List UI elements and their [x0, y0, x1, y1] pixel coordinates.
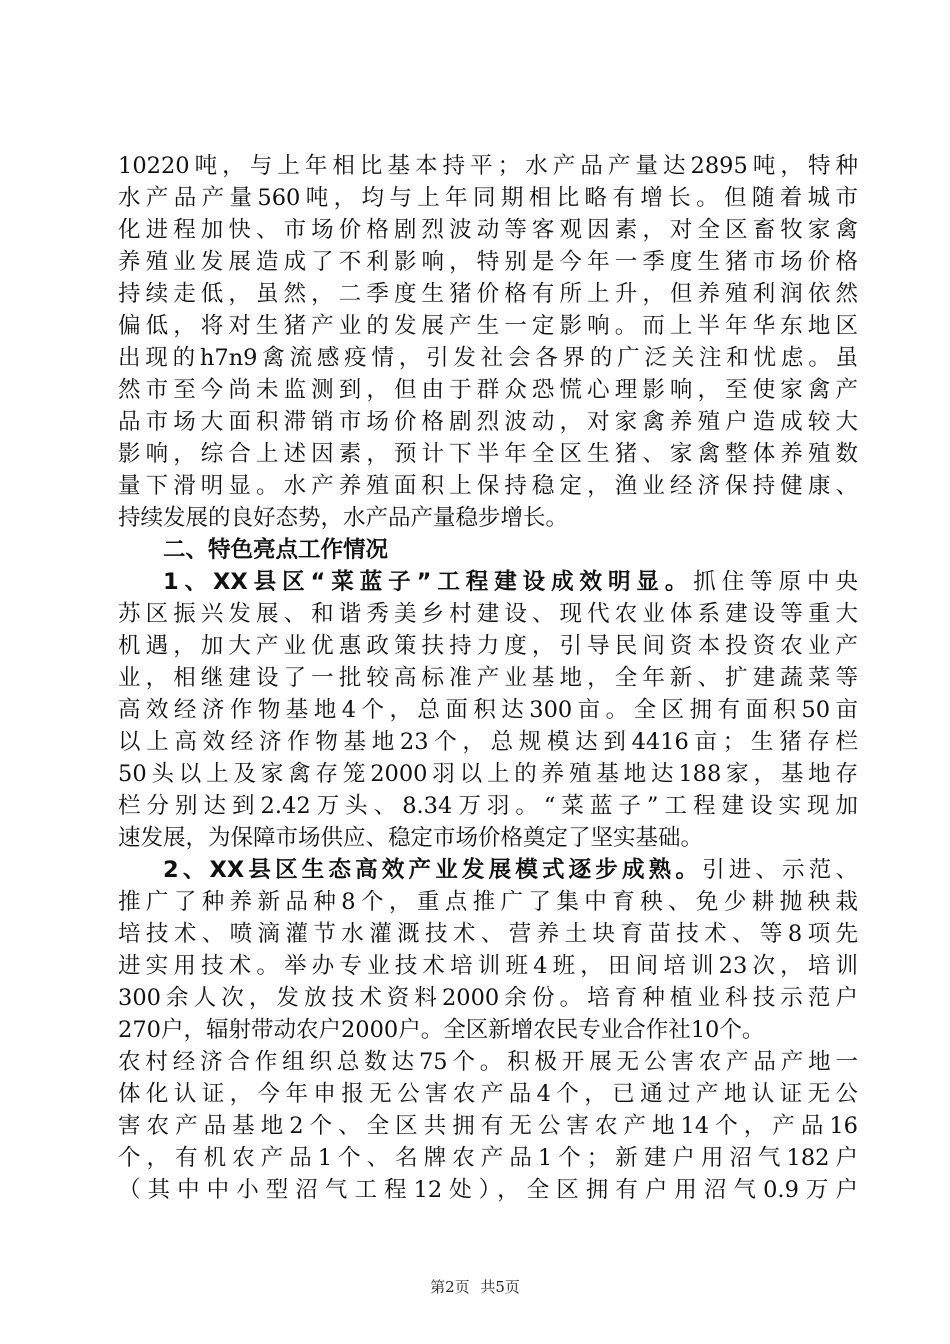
text-line: 持续发展的良好态势，水产品产量稳步增长。 [118, 505, 569, 531]
paragraph-lead-rest: 抓住等原中央 [693, 569, 858, 595]
text-line: 持续走低，虽然，二季度生猪价格有所上升，但养殖利润依然 [118, 281, 858, 307]
text-line: 影响，综合上述因素，预计下半年全区生猪、家禽整体养殖数 [118, 441, 858, 467]
text-line [118, 566, 858, 598]
text-line: 养殖业发展造成了不利影响，特别是今年一季度生猪市场价格 [118, 249, 858, 275]
text-line: 速发展，为保障市场供应、稳定市场价格奠定了坚实基础。 [118, 825, 704, 851]
text-line: 推广了种养新品种8个，重点推广了集中育秧、免少耕抛秧栽 [118, 889, 858, 915]
text-line: 高效经济作物基地4个，总面积达300亩。全区拥有面积50亩 [118, 697, 858, 723]
paragraph-vegetable-basket [118, 566, 858, 854]
text-line: 化进程加快、市场价格剧烈波动等客观因素，对全区畜牧家禽 [118, 217, 858, 243]
page-footer [0, 1276, 950, 1297]
text-line: 然市至今尚未监测到，但由于群众恐慌心理影响，至使家禽产 [118, 377, 858, 403]
text-line: 300余人次，发放技术资料2000余份。培育种植业科技示范户 [118, 985, 858, 1011]
text-line: 量下滑明显。水产养殖面积上保持稳定，渔业经济保持健康、 [118, 473, 858, 499]
text-line: 出现的h7n9禽流感疫情，引发社会各界的广泛关注和忧虑。虽 [118, 345, 858, 371]
text-line: 苏区振兴发展、和谐秀美乡村建设、现代农业体系建设等重大 [118, 601, 858, 627]
text-line [118, 854, 858, 886]
paragraph-lead-bold: 1、XX县区“菜蓝子”工程建设成效明显。 [163, 569, 694, 595]
text-line: 10220吨，与上年相比基本持平；水产品产量达2895吨，特种 [118, 153, 858, 179]
text-line: 害农产品基地2个、全区共拥有无公害农产地14个，产品16 [118, 1113, 858, 1139]
text-line: 以上高效经济作物基地23个，总规模达到4416亩；生猪存栏 [118, 729, 858, 755]
text-line: 进实用技术。举办专业技术培训班4班，田间培训23次，培训 [118, 953, 858, 979]
text-line: 个，有机农产品1个、名牌农产品1个；新建户用沼气182户 [118, 1145, 858, 1171]
paragraph-lead-rest: 引进、示范、 [702, 857, 858, 883]
text-line: 机遇，加大产业优惠政策扶持力度，引导民间资本投资农业产 [118, 633, 858, 659]
page-number: 第2页 [430, 1278, 470, 1296]
text-line: 50头以上及家禽存笼2000羽以上的养殖基地达188家，基地存 [118, 761, 858, 787]
text-line: 栏分别达到2.42万头、8.34万羽。“菜蓝子”工程建设实现加 [118, 793, 858, 819]
text-line: 体化认证，今年申报无公害农产品4个，已通过产地认证无公 [118, 1081, 858, 1107]
text-line: 业，相继建设了一批较高标准产业基地，全年新、扩建蔬菜等 [118, 665, 858, 691]
text-line: 农村经济合作组织总数达75个。积极开展无公害农产品产地一 [118, 1049, 858, 1075]
text-line: 水产品产量560吨，均与上年同期相比略有增长。但随着城市 [118, 185, 858, 211]
text-line: 偏低，将对生猪产业的发展产生一定影响。而上半年华东地区 [118, 313, 858, 339]
body-text [118, 150, 858, 1206]
paragraph-lead-bold: 2、XX县区生态高效产业发展模式逐步成熟。 [163, 857, 703, 883]
page-total: 共5页 [480, 1278, 520, 1296]
text-line: 培技术、喷滴灌节水灌溉技术、营养土块育苗技术、等8项先 [118, 921, 858, 947]
paragraph-production-summary [118, 150, 858, 534]
text-line: 品市场大面积滞销市场价格剧烈波动，对家禽养殖户造成较大 [118, 409, 858, 435]
text-line: （其中中小型沼气工程12处），全区拥有户用沼气0.9万户 [118, 1177, 858, 1203]
text-line: 270户，辐射带动农户2000户。全区新增农民专业合作社10个。 [118, 1017, 765, 1043]
paragraph-eco-industry [118, 854, 858, 1206]
section-heading: 二、特色亮点工作情况 [163, 537, 389, 563]
